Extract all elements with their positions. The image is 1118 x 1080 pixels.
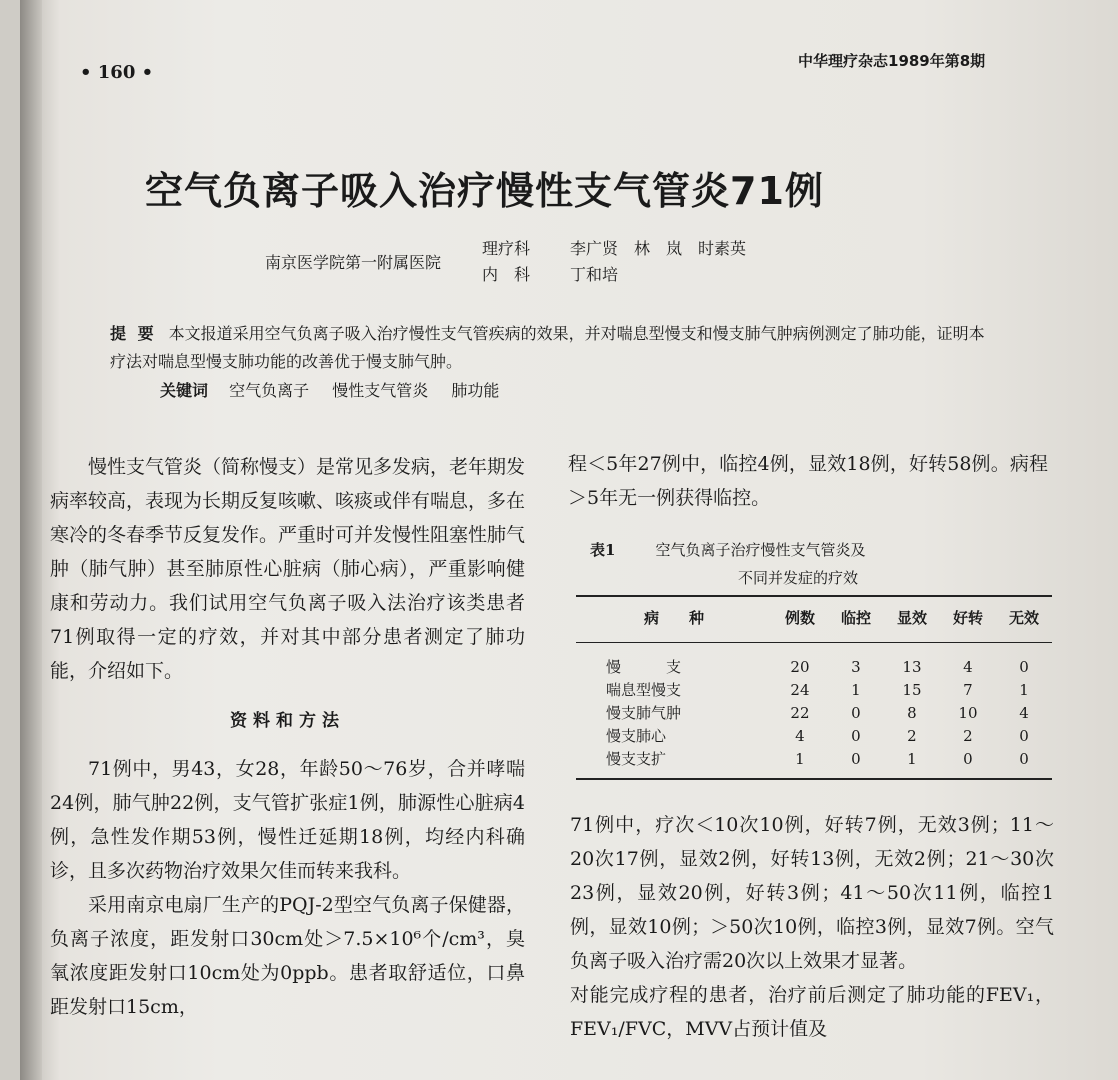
table-caption-line1: 空气负离子治疗慢性支气管炎及 [655,541,866,559]
table-header-row [576,596,1052,643]
authors-physiotherapy: 李广贤 林 岚 时素英 [570,239,747,258]
table-cell: 0 [851,703,861,722]
table-cell: 24 [790,680,810,699]
abstract [110,320,990,376]
table-cell: 1 [907,749,917,768]
column-header: 例数 [784,609,815,627]
page-number: • 160 • [80,62,154,83]
table-cell: 13 [902,657,922,676]
right-column-top [568,447,1048,515]
affiliation: 南京医学院第一附属医院 [265,253,442,272]
department-physiotherapy: 理疗科 [482,239,531,258]
page-binding-edge [20,0,42,1080]
keywords [160,378,517,401]
left-column [50,450,525,1024]
table-cell: 3 [851,657,861,676]
section-heading: 资料和方法 [230,711,345,731]
table-cell: 0 [851,726,861,745]
table-cell: 1 [795,749,805,768]
table-cell: 8 [907,703,917,722]
table-cell: 慢 支 [606,658,682,676]
paragraph: 对能完成疗程的患者，治疗前后测定了肺功能的FEV₁，FEV₁/FVC，MVV占预计值及 [570,984,1054,1040]
table-cell: 4 [1019,703,1029,722]
table-row [576,678,1052,701]
table-cell: 15 [902,680,922,699]
journal-page [20,0,1118,1080]
table-cell: 2 [907,726,917,745]
right-column-bottom [570,808,1054,1046]
column-header: 显效 [896,609,927,627]
table-cell: 20 [790,657,810,676]
paragraph: 71例中，疗次＜10次10例，好转7例，无效3例；11～20次17例，显效2例，好转13例，无效2例；21～30次23例，显效20例，好转3例；41～50次11例，临控1例，显效10例；＞50次10例，临控3例，显效7例。空气负离子吸入治疗需20次以上效果才显著。 [570,814,1054,972]
column-header: 无效 [1008,609,1039,627]
column-header: 好转 [952,609,983,627]
abstract-label: 提 要 [110,324,157,343]
keyword: 肺功能 [451,381,500,400]
paragraph: 程＜5年27例中，临控4例，显效18例，好转58例。病程＞5年无一例获得临控。 [568,453,1048,509]
table-cell: 喘息型慢支 [606,681,682,699]
table-cell: 4 [963,657,973,676]
abstract-text: 本文报道采用空气负离子吸入治疗慢性支气管疾病的效果，并对喘息型慢支和慢支肺气肿病例测定了肺功能，证明本疗法对喘息型慢支肺功能的改善优于慢支肺气肿。 [110,324,985,371]
journal-name: 中华理疗杂志1989年第8期 [798,52,986,70]
table-row [576,701,1052,724]
table-cell: 1 [851,680,861,699]
table-row [576,643,1052,679]
authors-internal-medicine: 丁和培 [570,265,619,284]
table-cell: 2 [963,726,973,745]
table-caption-line2: 不同并发症的疗效 [738,569,859,587]
department-internal-medicine: 内 科 [482,265,531,284]
table-label: 表1 [590,541,616,559]
table-cell: 慢支肺心 [606,727,667,745]
table-row [576,747,1052,779]
keyword: 空气负离子 [229,381,310,400]
table-cell: 0 [963,749,973,768]
table-cell: 4 [795,726,805,745]
table-cell: 7 [963,680,973,699]
table-caption [590,536,1050,592]
paragraph: 采用南京电扇厂生产的PQJ-2型空气负离子保健器，负离子浓度，距发射口30cm处＞7.5×10⁶个/cm³，臭氧浓度距发射口10cm处为0ppb。患者取舒适位，口鼻距发射口15cm， [50,894,525,1018]
table-cell: 22 [790,703,810,722]
keyword: 慢性支气管炎 [332,381,429,400]
table-cell: 慢支肺气肿 [606,704,682,722]
results-table [576,595,1052,780]
column-header: 病 种 [643,609,704,627]
article-title: 空气负离子吸入治疗慢性支气管炎71例 [145,169,824,213]
table-row [576,724,1052,747]
table-cell: 10 [958,703,978,722]
table-cell: 0 [1019,749,1029,768]
table-cell: 慢支支扩 [606,750,667,768]
table-cell: 0 [1019,657,1029,676]
paragraph: 慢性支气管炎（简称慢支）是常见多发病，老年期发病率较高，表现为长期反复咳嗽、咳痰或伴有喘息，多在寒冷的冬春季节反复发作。严重时可并发慢性阻塞性肺气肿（肺气肿）甚至肺原性心脏病（肺心病），严重影响健康和劳动力。我们试用空气负离子吸入法治疗该类患者71例取得一定的疗效，并对其中部分患者测定了肺功能，介绍如下。 [50,456,526,682]
table-cell: 1 [1019,680,1029,699]
table-cell: 0 [851,749,861,768]
column-header: 临控 [840,609,871,627]
paragraph: 71例中，男43，女28，年龄50～76岁，合并哮喘24例，肺气肿22例，支气管扩张症1例，肺源性心脏病4例，急性发作期53例，慢性迁延期18例，均经内科确诊，且多次药物治疗效果欠佳而转来我科。 [50,758,525,882]
table-cell: 0 [1019,726,1029,745]
keywords-label: 关键词 [160,381,209,400]
